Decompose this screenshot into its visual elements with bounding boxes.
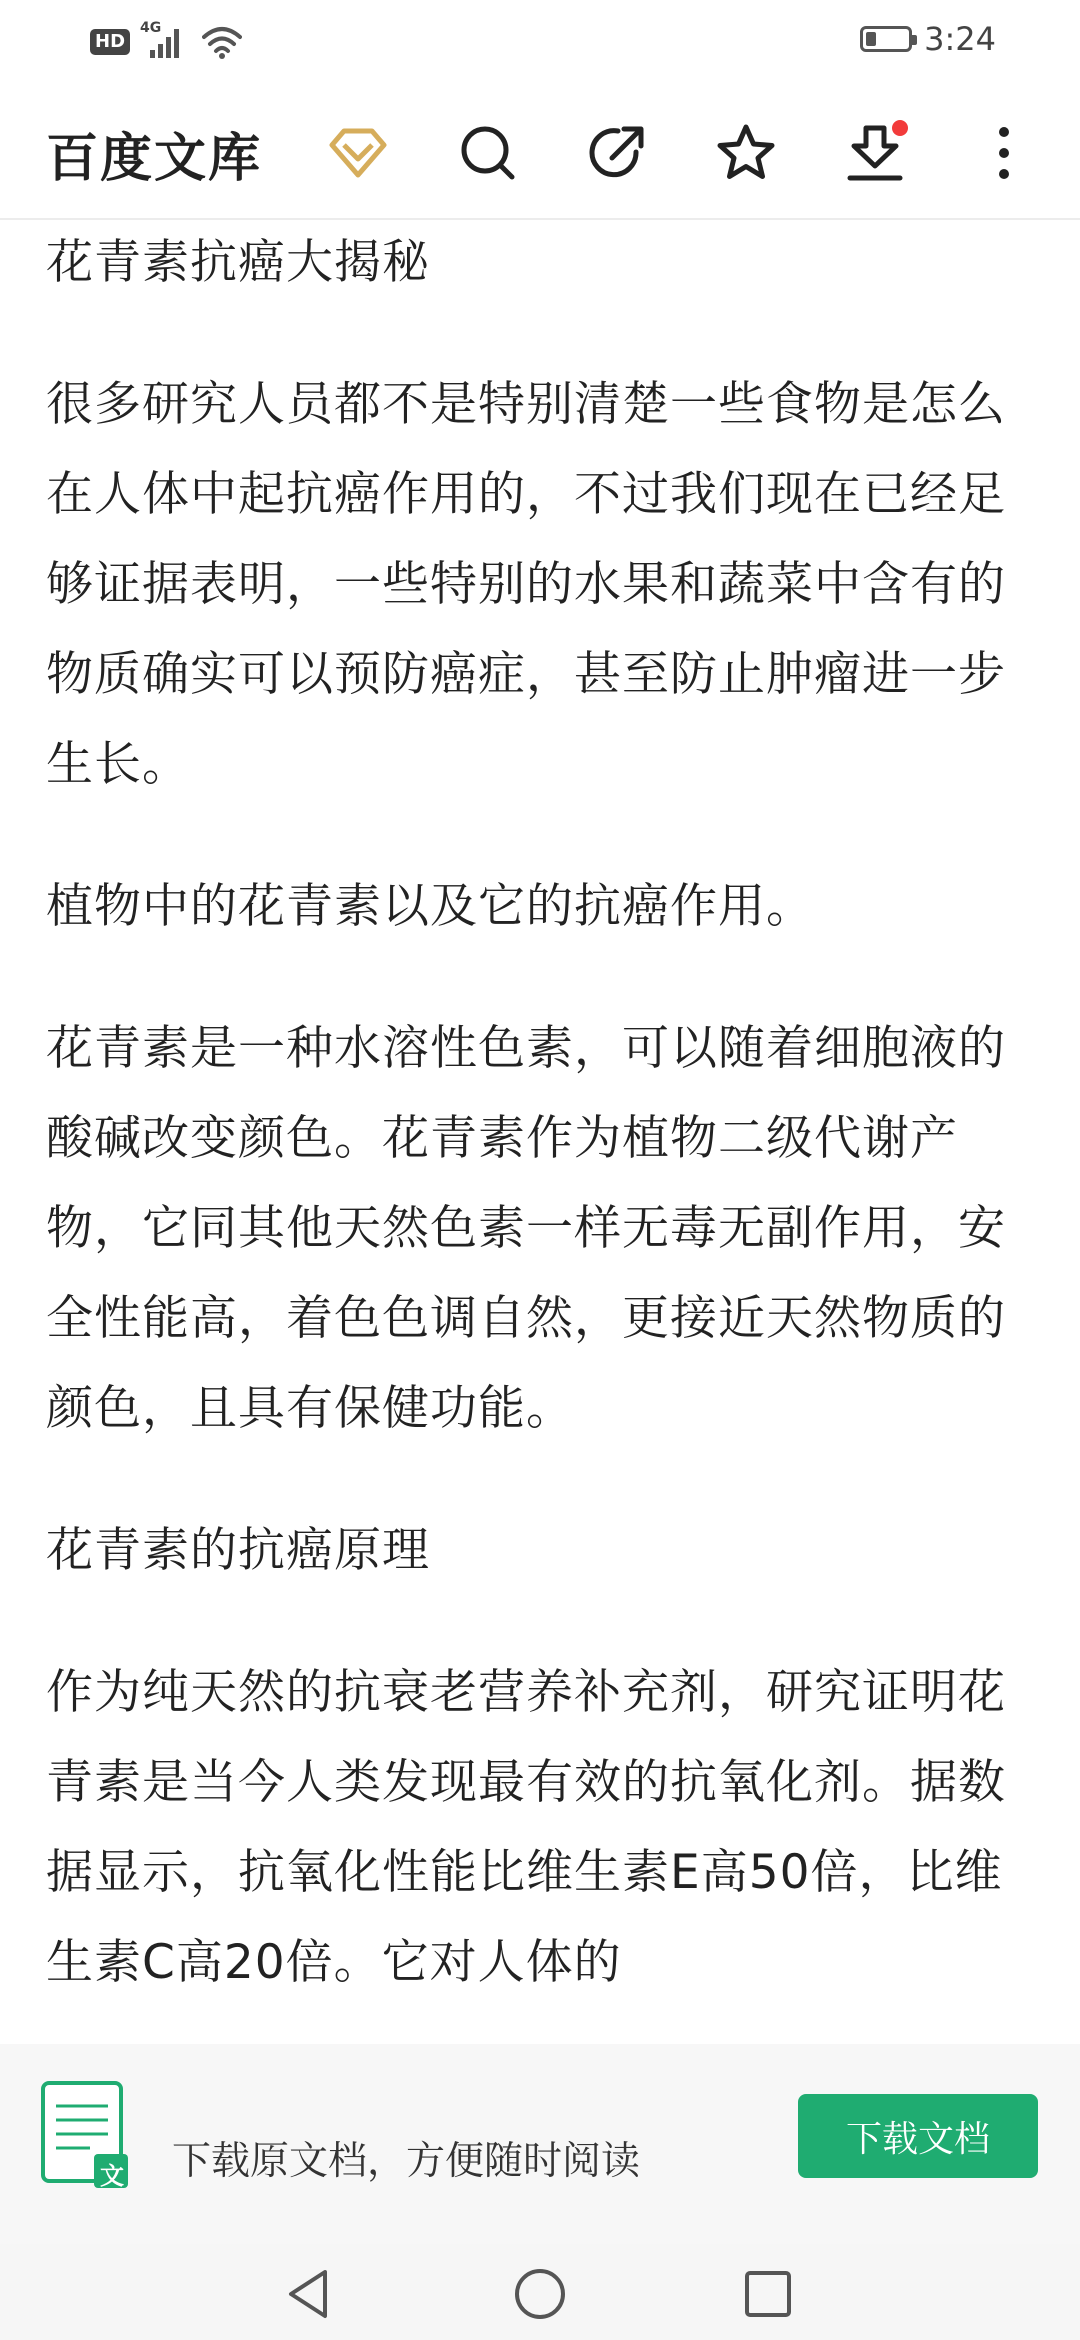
paragraph: 花青素是一种水溶性色素，可以随着细胞液的酸碱改变颜色。花青素作为植物二级代谢产物，它同其他天然色素一样无毒无副作用，安全性能高，着色色调自然，更接近天然物质的颜色，且具有保健功能。: [46, 1021, 1006, 1436]
status-bar: [0, 0, 1080, 86]
share-icon[interactable]: [582, 118, 652, 188]
signal-icon: [140, 20, 192, 60]
battery-level: [866, 32, 876, 46]
download-icon[interactable]: [840, 118, 910, 188]
status-left: [90, 20, 242, 60]
wifi-icon: [202, 25, 242, 59]
search-icon[interactable]: [453, 118, 523, 188]
app-title: 百度文库: [46, 129, 263, 189]
recents-icon[interactable]: [738, 2264, 798, 2324]
doc-badge-label: 文: [100, 2162, 124, 2190]
hd-badge: HD: [90, 29, 130, 55]
app-header: [0, 86, 1080, 220]
home-icon[interactable]: [510, 2264, 570, 2324]
more-icon[interactable]: [969, 118, 1039, 188]
vip-diamond-icon[interactable]: [323, 118, 393, 188]
section-heading: 花青素抗癌大揭秘: [46, 235, 430, 290]
download-bar: [0, 2044, 1080, 2244]
section-heading: 花青素的抗癌原理: [46, 1523, 430, 1578]
paragraph: 很多研究人员都不是特别清楚一些食物是怎么在人体中起抗癌作用的，不过我们现在已经足够证据表明，一些特别的水果和蔬菜中含有的物质确实可以预防癌症，甚至防止肿瘤进一步生长。: [46, 377, 1006, 792]
network-type-label: 4G: [140, 20, 162, 36]
paragraph: 植物中的花青素以及它的抗癌作用。: [46, 879, 814, 934]
download-prompt: 下载原文档，方便随时阅读: [172, 2139, 641, 2184]
clock: 3:24: [924, 20, 996, 58]
battery-icon: [860, 26, 912, 52]
document-icon: [40, 2080, 130, 2190]
status-right: [860, 20, 996, 58]
download-document-button[interactable]: 下载文档: [798, 2094, 1038, 2178]
article-content: [46, 218, 1036, 2008]
back-icon[interactable]: [278, 2264, 338, 2324]
paragraph: 作为纯天然的抗衰老营养补充剂，研究证明花青素是当今人类发现最有效的抗氧化剂。据数据显示，抗氧化性能比维生素E高50倍，比维生素C高20倍。它对人体的: [46, 1665, 1006, 1990]
star-icon[interactable]: [711, 118, 781, 188]
notification-dot: [892, 120, 908, 136]
system-nav-bar: [0, 2244, 1080, 2340]
